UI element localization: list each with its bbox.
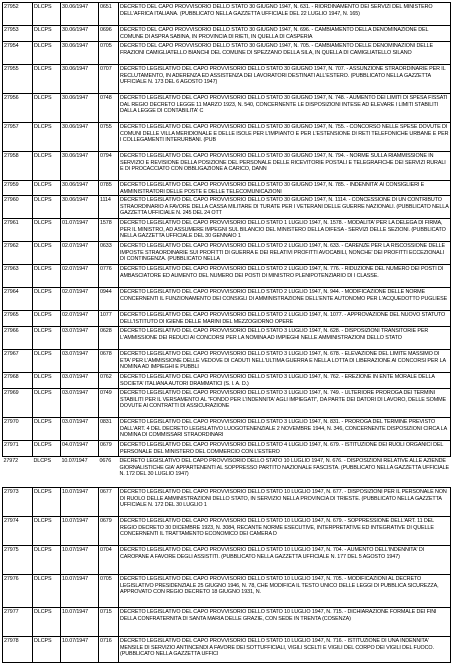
act-title: DECRETO LEGISLATIVO DEL CAPO PROVVISORIO DELLO STATO 30 GIUGNO 1947, N. 794. - NORME SULLA RIAMMISSIONE IN SERVIZIO E REVISIONE DELLA POSIZIONE DEL PERSONALE DELLE RICEVITORIE POSTALI E TELEGRAFICHE DEI SERVIZI RURALI E DI PROCACCIATO CON OBBLIGAZIONE A CARICO, DANN xyxy=(119,152,451,181)
table-row xyxy=(3,327,451,350)
act-date: 30.06/1947 xyxy=(61,26,99,42)
act-title: DECRETO DEL CAPO PROVVISORIO DELLO STATO 30 GIUGNO 1947, N. 696. - CAMBIAMENTO DELLA DENOMINAZIONE DEL COMUNE DI ASPRA SABINA, IN PROVINCIA DI RIETI, IN QUELLA DI CASPERIA xyxy=(119,26,451,42)
act-type: DLCPS xyxy=(33,418,61,441)
row-number: 27961 xyxy=(3,219,33,242)
act-title: DECRETO LEGISLATIVO DEL CAPO PROVVISORIO DELLO STATO 30 GIUGNO 1947, N. 755. - CONCORSO NELLE SPESE DOVUTE DI COMUNI DELLE VILLA MERIDIONALE E DELLE ISOLE PER L'IMPIANTO E PER L'ESTENSIONE DI RETI TELEFONICHE URBANE E PER I COLLEGAMENTI INTERURBANI. (PUB xyxy=(119,123,451,152)
act-title: DECRETO LEGISLATIVO DEL CAPO PROVVISORIO DELLO STATO 3 LUGLIO 1947, N. 831. - PROROGA DEL TERMINE PREVISTO DALL'ART. 4 DEL DECRETO LEGISLATIVO LUOGOTENENZIALE 2 NOVEMBRE 1944, N. 346, CONCERNENTE DISPOSIZIONI CIRCA LA NOMINA DI COMMISSARI STRAORDINARI xyxy=(119,418,451,441)
act-date: 10.07/1947 xyxy=(61,546,99,575)
act-date: 30.06/1947 xyxy=(61,123,99,152)
table-row xyxy=(3,517,451,546)
row-number: 27965 xyxy=(3,311,33,327)
act-title: DECRETO LEGISLATIVO DEL CAPO PROVVISORIO DELLO STATO 30 GIUGNO 1947, N. 1114. - CONCESSIONE DI UN CONTRIBUTO STRAORDINARIO A FAVORE DELLA CASSA MILITARE DI TURATE PER I VETERANI DELLE GUERRE NAZIONALI. (PUBBLICATO NELLA GAZZETTA UFFICIALE N. 245 DEL 24 OTT xyxy=(119,196,451,219)
row-number: 27974 xyxy=(3,517,33,546)
act-type: DLCPS xyxy=(33,488,61,517)
table-row xyxy=(3,65,451,94)
act-number: 0705 xyxy=(99,575,119,608)
act-type: DLCPS xyxy=(33,65,61,94)
table-row xyxy=(3,389,451,418)
act-title: DECRETO LEGISLATIVO DEL CAPO PROVVISORIO DELLO STATO 30 GIUGNO 1947, N. 785. - INDENNITA' AI CONSIGLIERI E AMMINISTRATORI DELLE POSTE E DELLE TELECOMUNICAZIONI xyxy=(119,181,451,196)
act-date: 30.06/1947 xyxy=(61,152,99,181)
row-number: 27957 xyxy=(3,123,33,152)
act-title: DECRETO LEGISLATIVO DEL CAPO PROVVISORIO DELLO STATO 10 LUGLIO 1947, N. 677. - DISPOSIZIONI PER IL PERSONALE NON DI RUOLO DELLE AMMINISTRAZIONI DELLO STATO, IN SERVIZIO NELLA PROVINCIA DI TRIESTE. (PUBBLICATO NELLA GAZZETTA UFFICIALE N. 172 DEL 30 LUGLIO 1 xyxy=(119,488,451,517)
act-number: 0794 xyxy=(99,152,119,181)
act-date: 10.07/1947 xyxy=(61,517,99,546)
act-title: DECRETO LEGISLATIVO DEL CAPO PROVVISORIO DELLO STATO 1 LUGLIO 1947, N. 1578. - MODALITA' PER LA DELEGA DI FIRMA, PER IL MINISTRO, AD ASSUMERE IMPEGNI SUL BILANCIO DEL MINISTERO DELLA DIFESA - SERVIZI DELLE SEZIONI. (PUBBLICATO NELLA GAZZETTA UFFICIALE DEL 30 GENNAIO 1 xyxy=(119,219,451,242)
act-date: 03.07/1947 xyxy=(61,350,99,373)
act-type: DLCPS xyxy=(33,123,61,152)
table-row xyxy=(3,242,451,265)
table-row xyxy=(3,418,451,441)
table-row xyxy=(3,196,451,219)
act-type: DLCPS xyxy=(33,3,61,26)
act-title: DECRETO LEGISLATIVO DEL CAPO PROVVISORIO DELLO STATO 3 LUGLIO 1947, N. 628. - DISPOSIZIONI TRANSITORIE PER L'AMMISSIONE DEI REDUCI AI CONCORSI PER LA NOMINA AD IMPIEGHI NELLE AMMINISTRAZIONI DELLO STATO xyxy=(119,327,451,350)
row-number: 27969 xyxy=(3,389,33,418)
act-number: 0748 xyxy=(99,94,119,123)
act-type: DLCPS xyxy=(33,196,61,219)
row-number: 27952 xyxy=(3,3,33,26)
table-row xyxy=(3,637,451,663)
act-number: 0677 xyxy=(99,488,119,517)
act-type: DLCPS xyxy=(33,26,61,42)
act-number: 0785 xyxy=(99,181,119,196)
act-type: DLCPS xyxy=(33,219,61,242)
row-number: 27978 xyxy=(3,637,33,663)
act-title: DECRETO LEGISLATIVO DEL CAPO PROVVISORIO DELLO STATO 30 GIUGNO 1947, N. 748. - AUMENTO DEI LIMITI DI SPESA FISSATI DAL REGIO DECRETO LEGGE 11 MARZO 1923, N. 540, CONCERNENTE LE DISPOSIZIONI INTESE AD ELEVARE I LIMITI STABILITI DALLA LEGGE DI CONTABILITA' C xyxy=(119,94,451,123)
act-date: 10.07/1947 xyxy=(61,457,99,488)
table-row xyxy=(3,488,451,517)
act-type: DLCPS xyxy=(33,389,61,418)
act-number: 0676 xyxy=(99,457,119,488)
act-date: 02.07/1947 xyxy=(61,311,99,327)
act-title: DECRETO LEGISLATIVO DEL CAPO PROVVISORIO DELLO STATO 2 LUGLIO 1947, N. 944. - MODIFICAZIONE DELLE NORME CONCERNENTI IL FUNZIONAMENTO DEI CONSIGLI DI AMMINISTRAZIONE DELL'ENTE AUTONOMO PER L'ACQUEDOTTO PUGLIESE xyxy=(119,288,451,311)
row-number: 27959 xyxy=(3,181,33,196)
act-number: 0705 xyxy=(99,42,119,65)
act-title: DECRETO LEGISLATIVO DEL CAPO PROVVISORIO DELLO STATO 2 LUGLIO 1947, N. 776. - RIDUZIONE DEL NUMERO DEI POSTI DI AMBASCIATORE ED AUMENTO DEL NUMERO DEI POSTI DI MINISTRO PLENIPOTENZIARIO DI I CLASSE. xyxy=(119,265,451,288)
act-type: DLCPS xyxy=(33,637,61,663)
table-row xyxy=(3,441,451,457)
act-date: 30.06/1947 xyxy=(61,3,99,26)
act-date: 10.07/1947 xyxy=(61,608,99,637)
table-row xyxy=(3,265,451,288)
act-title: DECRETO LEGISLATIVO DEL CAPO PROVVISORIO DELLO STATO 10 LUGLIO 1947, N. 679. - SOPPRESSIONE DELL'ART. 11 DEL REGIO DECRETO 30 DICEMBRE 1923, N. 3084, RECANTE NORME ESECUTIVE, INTERPRETATIVE ED INTEGRATIVE DI QUELLE CONCERNENTI IL TRATTAMENTO ECONOMICO DEI CAMERA D xyxy=(119,517,451,546)
act-type: DLCPS xyxy=(33,575,61,608)
table-row xyxy=(3,26,451,42)
act-date: 10.07/1947 xyxy=(61,575,99,608)
row-number: 27963 xyxy=(3,265,33,288)
act-number: 0633 xyxy=(99,242,119,265)
act-type: DLCPS xyxy=(33,152,61,181)
act-date: 30.06/1947 xyxy=(61,42,99,65)
table-row xyxy=(3,94,451,123)
table-row xyxy=(3,608,451,637)
act-title: DECRETO DEL CAPO PROVVISORIO DELLO STATO 30 GIUGNO 1947, N. 631. - RIORDINAMENTO DEI SERVIZI DEL MINISTERO DELL'AFRICA ITALIANA. (PUBBLICATO NELLA GAZZETTA UFFICIALE DEL 22 LUGLIO 1947, N. 165) xyxy=(119,3,451,26)
row-number: 27960 xyxy=(3,196,33,219)
table-row xyxy=(3,152,451,181)
act-number: 0755 xyxy=(99,123,119,152)
act-date: 03.07/1947 xyxy=(61,389,99,418)
act-number: 0651 xyxy=(99,3,119,26)
act-number: 0679 xyxy=(99,441,119,457)
row-number: 27971 xyxy=(3,441,33,457)
table-row xyxy=(3,219,451,242)
act-title: DECRETO LEGISLATIVO DEL CAPO PROVVISORIO DELLO STATO 3 LUGLIO 1947, N. 762. - EREZIONE IN ENTE MORALE DELLA SOCIETA' ITALIANA AUTORI DRAMMATICI (S. I. A. D.) xyxy=(119,373,451,389)
table-row xyxy=(3,288,451,311)
act-type: DLCPS xyxy=(33,441,61,457)
act-date: 03.07/1947 xyxy=(61,327,99,350)
act-date: 03.07/1947 xyxy=(61,418,99,441)
act-number: 0707 xyxy=(99,65,119,94)
row-number: 27976 xyxy=(3,575,33,608)
act-date: 30.06/1947 xyxy=(61,181,99,196)
act-type: DLCPS xyxy=(33,373,61,389)
act-date: 02.07/1947 xyxy=(61,265,99,288)
act-title: DECRETO LEGISLATIVO DEL CAPO PROVVISORIO DELLO STATO 30 GIUGNO 1947, N. 707. - ASSUNZIONE STRAORDINARIE PER IL RECLUTAMENTO, IN ADERENZA ED ASSISTENZA DEI LAVORATORI DESTINATI ALL'ESTERO. (PUBBLICATO NELLA GAZZETTA UFFICIALE N. 173 DEL 6 AGOSTO 1947) xyxy=(119,65,451,94)
act-type: DLCPS xyxy=(33,311,61,327)
act-type: DLCPS xyxy=(33,350,61,373)
table-row xyxy=(3,350,451,373)
row-number: 27972 xyxy=(3,457,33,488)
act-date: 03.07/1947 xyxy=(61,373,99,389)
act-date: 02.07/1947 xyxy=(61,242,99,265)
row-number: 27967 xyxy=(3,350,33,373)
act-date: 10.07/1947 xyxy=(61,488,99,517)
table-row xyxy=(3,575,451,608)
act-date: 30.06/1947 xyxy=(61,196,99,219)
act-number: 0628 xyxy=(99,327,119,350)
law-index-table xyxy=(2,2,451,663)
table-row xyxy=(3,457,451,488)
act-number: 1578 xyxy=(99,219,119,242)
table-row xyxy=(3,42,451,65)
act-type: DLCPS xyxy=(33,288,61,311)
row-number: 27962 xyxy=(3,242,33,265)
act-date: 01.07/1947 xyxy=(61,219,99,242)
act-number: 0704 xyxy=(99,546,119,575)
act-number: 0944 xyxy=(99,288,119,311)
row-number: 27964 xyxy=(3,288,33,311)
act-title: DECRETO LEGISLATIVO DEL CAPO PROVVISORIO DELLO STATO 10 LUGLIO 1947, N. 705. - MODIFICAZIONI AL DECRETO LEGISLATIVO PRESIDENZIALE 25 GIUGNO 1946, N. 78, CHE MODIFICA IL TESTO UNICO DELLE LEGGI DI PUBBLICA SICUREZZA, APPROVATO CON REGIO DECRETO 18 GIUGNO 1931, N. xyxy=(119,575,451,608)
act-number: 1114 xyxy=(99,196,119,219)
row-number: 27954 xyxy=(3,42,33,65)
act-number: 0749 xyxy=(99,389,119,418)
row-number: 27970 xyxy=(3,418,33,441)
act-type: DLCPS xyxy=(33,608,61,637)
table-row xyxy=(3,123,451,152)
act-title: DECRETO LEGISLATIVO DEL CAPO PROVVISORIO DELLO STATO 3 LUGLIO 1947, N. 678. - ELEVAZIONE DEL LIMITE MASSIMO DI ETA' PER L'AMMISSIONE DELLE VEDOVE DI CADUTI NELL'ULTIMA GUERRA E NELLA LOTTA DI LIBERAZIONE AI CONCORSI PER LA NOMINA AD IMPIEGHI E PUBBLI xyxy=(119,350,451,373)
act-title: DECRETO LEGISLATIVO DEL CAPO PROVVISORIO DELLO STATO 10 LUGLIO 1947, N. 716. - ISTITUZIONE DI UNA INDENNITA' MENSILE DI SERVIZIO ANTINCENDI A FAVORE DEI SOTTUFFICIALI, VIGILI SCELTI E VIGILI DEL CORPO DEI VIGILI DEL FUOCO. (PUBBLICATO NELLA GAZZETTA UFFICI xyxy=(119,637,451,663)
act-date: 10.07/1947 xyxy=(61,637,99,663)
act-type: DLCPS xyxy=(33,457,61,488)
act-number: 0715 xyxy=(99,608,119,637)
row-number: 27973 xyxy=(3,488,33,517)
row-number: 27953 xyxy=(3,26,33,42)
act-title: DECRETO LEGISLATIVO DEL CAPO PROVVISORIO DELLO STATO 2 LUGLIO 1947, N. 633. - CARENZE PER LA RISCOSSIONE DELLE IMPOSTE STRAORDINARIE SUI PROFITTI DI GUERRA E DEI RELATIVI PROFITTI AVOCABILI, NONCHE' DEI PROFITTI ECCEZIONALI DI CONTINGENZA. (PUBBLICATO NELLA xyxy=(119,242,451,265)
act-number: 0716 xyxy=(99,637,119,663)
row-number: 27968 xyxy=(3,373,33,389)
table-row xyxy=(3,546,451,575)
act-number: 0678 xyxy=(99,350,119,373)
act-title: DECRETO LEGISLATIVO DEL CAPO PROVVISORIO DELLO STATO 10 LUGLIO 1947, N. 676. - DISPOSIZIONI RELATIVE ALLE AZIENDE GIORNALISTICHE GIA' APPARTENENTI AL SOPPRESSO PARTITO NAZIONALE FASCISTA. (PUBBLICATO NELLA GAZZETTA UFFICIALE N. 172 DEL 30 LUGLIO 1947) xyxy=(119,457,451,488)
act-number: 1077 xyxy=(99,311,119,327)
act-title: DECRETO LEGISLATIVO DEL CAPO PROVVISORIO DELLO STATO 2 LUGLIO 1947, N. 1077. - APPROVAZIONE DEL NUOVO STATUTO DELL'ISTITUTO DI IGIENE DELLE MARINI DEL MEZZOGIORNO OPERE xyxy=(119,311,451,327)
act-type: DLCPS xyxy=(33,181,61,196)
table-row xyxy=(3,311,451,327)
row-number: 27975 xyxy=(3,546,33,575)
table-row xyxy=(3,373,451,389)
act-type: DLCPS xyxy=(33,265,61,288)
row-number: 27955 xyxy=(3,65,33,94)
row-number: 27966 xyxy=(3,327,33,350)
act-number: 0762 xyxy=(99,373,119,389)
act-number: 0696 xyxy=(99,26,119,42)
act-title: DECRETO LEGISLATIVO DEL CAPO PROVVISORIO DELLO STATO 10 LUGLIO 1947, N. 715. - DICHIARAZIONE FORMALE DEI FINI DELLA CONFRATERNITA DI SANTA MARIA DELLE GRAZIE, CON SEDE IN TRENTA (COSENZA) xyxy=(119,608,451,637)
act-title: DECRETO LEGISLATIVO DEL CAPO PROVVISORIO DELLO STATO 4 LUGLIO 1947, N. 679. - ISTITUZIONE DEI RUOLI ORGANICI DEL PERSONALE DEL MINISTERO DEL COMMERCIO CON L'ESTERO xyxy=(119,441,451,457)
row-number: 27958 xyxy=(3,152,33,181)
table-row xyxy=(3,3,451,26)
act-date: 30.06/1947 xyxy=(61,65,99,94)
act-type: DLCPS xyxy=(33,42,61,65)
act-title: DECRETO LEGISLATIVO DEL CAPO PROVVISORIO DELLO STATO 3 LUGLIO 1947, N. 749. - ULTERIORE PROROGA DEI TERMINI STABILITI PER IL VERSAMENTO AL "FONDO PER L'INDENNITA' AGLI IMPIEGATI", DA PARTE DEI DATORI DI LAVORO, DELLE SOMME DOVUTE AI CONTRATTI DI ASSICURAZIONE xyxy=(119,389,451,418)
act-title: DECRETO LEGISLATIVO DEL CAPO PROVVISORIO DELLO STATO 10 LUGLIO 1947, N. 704. - AUMENTO DELL'INDENNITA' DI CAROPANE A FAVORE DEGLI ASSISTITI. (PUBBLICATO NELLA GAZZETTA UFFICIALE N. 177 DEL 5 AGOSTO 1947) xyxy=(119,546,451,575)
act-type: DLCPS xyxy=(33,242,61,265)
act-type: DLCPS xyxy=(33,517,61,546)
act-date: 02.07/1947 xyxy=(61,288,99,311)
row-number: 27956 xyxy=(3,94,33,123)
act-title: DECRETO DEL CAPO PROVVISORIO DELLO STATO 30 GIUGNO 1947, N. 705. - CAMBIAMENTO DELLE DENOMINAZIONI DELLE FRAZIONI CAMIGLIATELLO BIANCHI DEL COMUNE DI SPEZZANO DELLA SILA, IN QUELLA DI CAMIGLIATELLO SILANO xyxy=(119,42,451,65)
row-number: 27977 xyxy=(3,608,33,637)
act-number: 0679 xyxy=(99,517,119,546)
act-date: 30.06/1947 xyxy=(61,94,99,123)
act-number: 0831 xyxy=(99,418,119,441)
act-number: 0776 xyxy=(99,265,119,288)
act-type: DLCPS xyxy=(33,94,61,123)
act-date: 04.07/1947 xyxy=(61,441,99,457)
table-row xyxy=(3,181,451,196)
act-type: DLCPS xyxy=(33,327,61,350)
act-type: DLCPS xyxy=(33,546,61,575)
